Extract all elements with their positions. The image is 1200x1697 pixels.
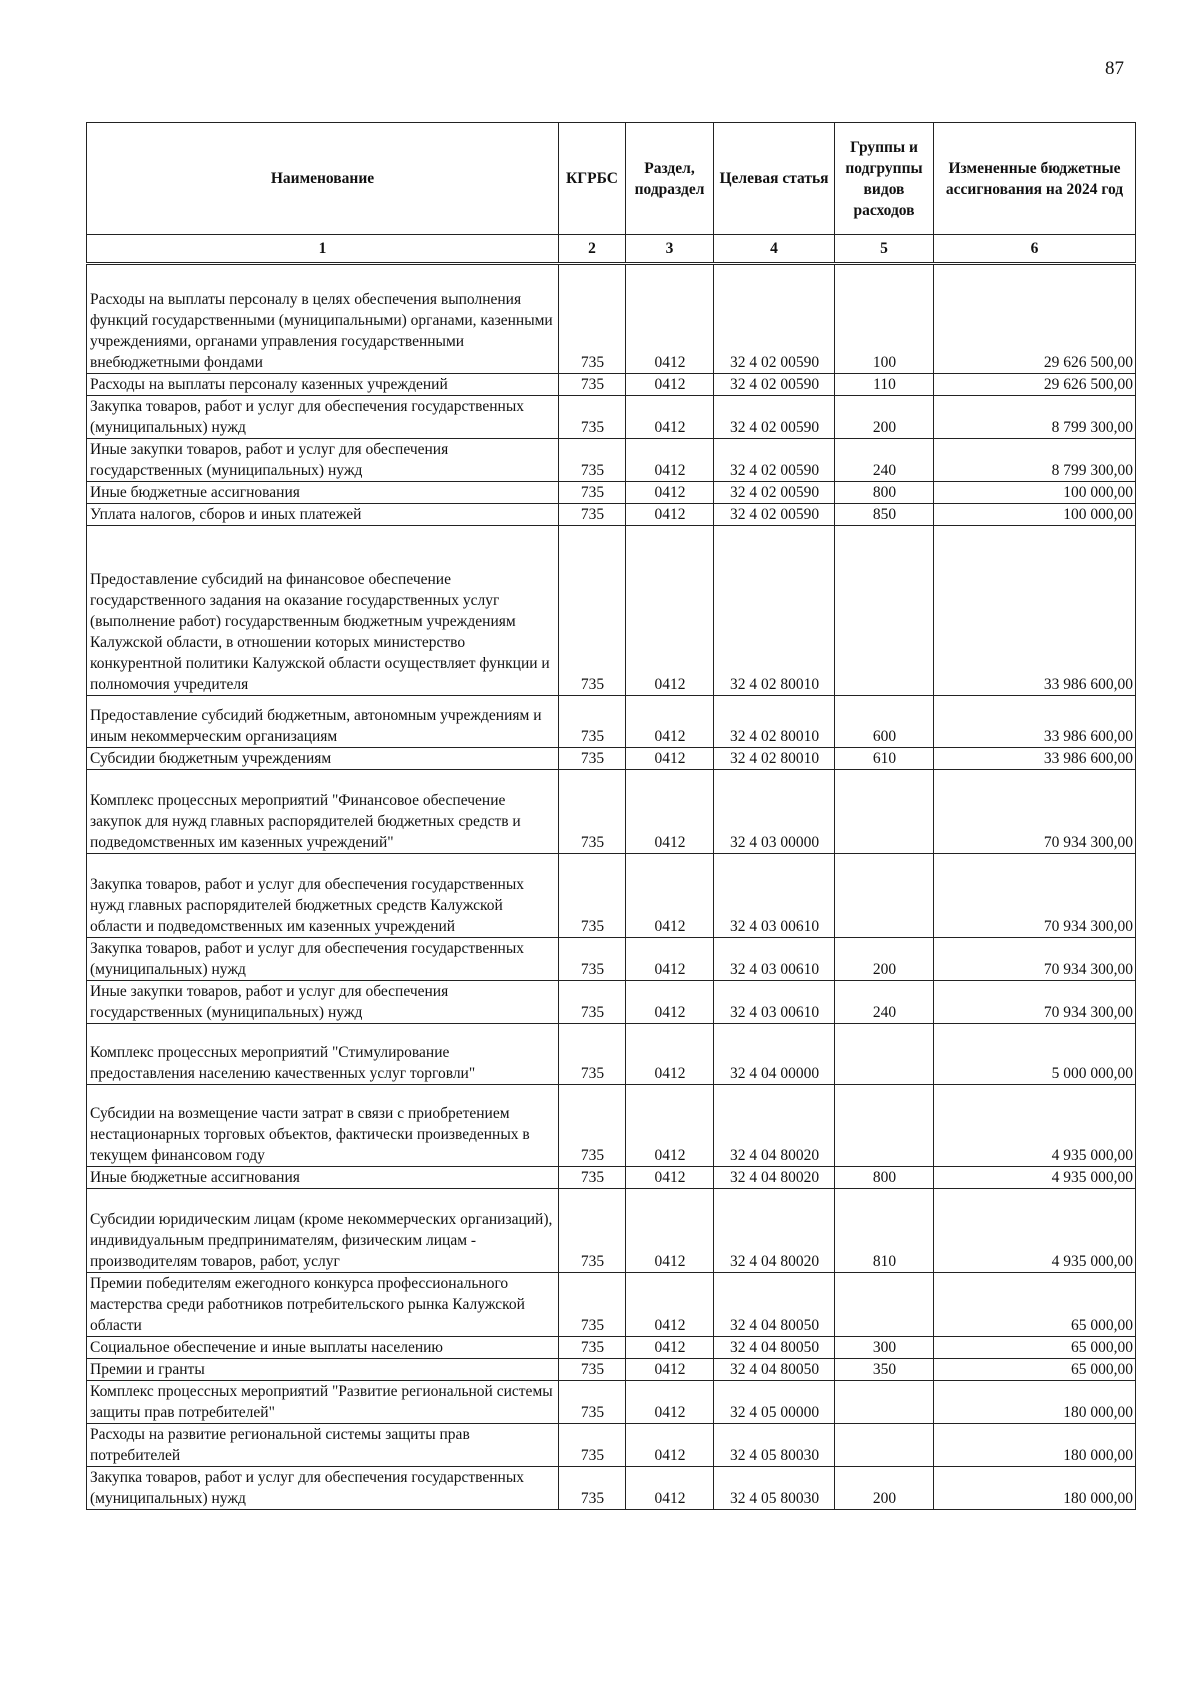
row-group: [835, 1024, 934, 1085]
row-group: 800: [835, 482, 934, 504]
row-target: 32 4 04 80020: [714, 1085, 835, 1167]
row-target: 32 4 02 00590: [714, 482, 835, 504]
row-group: 200: [835, 1467, 934, 1510]
row-razdel: 0412: [626, 1085, 714, 1167]
row-razdel: 0412: [626, 504, 714, 526]
row-target: 32 4 02 80010: [714, 526, 835, 696]
row-razdel: 0412: [626, 1273, 714, 1337]
row-sum: 70 934 300,00: [934, 938, 1136, 981]
row-group: 600: [835, 696, 934, 748]
row-name: Субсидии бюджетным учреждениям: [87, 748, 559, 770]
row-group: [835, 770, 934, 854]
column-number-row: [87, 235, 1136, 264]
row-target: 32 4 03 00610: [714, 854, 835, 938]
row-target: 32 4 02 00590: [714, 439, 835, 482]
row-name: Иные бюджетные ассигнования: [87, 1167, 559, 1189]
row-target: 32 4 04 00000: [714, 1024, 835, 1085]
row-target: 32 4 02 00590: [714, 374, 835, 396]
row-sum: 65 000,00: [934, 1273, 1136, 1337]
row-kgrbs: 735: [559, 1024, 626, 1085]
row-name: Закупка товаров, работ и услуг для обеспечения государственных (муниципальных) нужд: [87, 938, 559, 981]
row-target: 32 4 05 00000: [714, 1381, 835, 1424]
row-razdel: 0412: [626, 748, 714, 770]
row-razdel: 0412: [626, 854, 714, 938]
row-sum: 4 935 000,00: [934, 1167, 1136, 1189]
row-name: Расходы на выплаты персоналу в целях обеспечения выполнения функций государственными (муниципальными) органами, казенными учреждениями, органами управления государственными внебюджетными фондами: [87, 264, 559, 374]
row-target: 32 4 04 80050: [714, 1273, 835, 1337]
table-row: [87, 748, 1136, 770]
row-name: Закупка товаров, работ и услуг для обеспечения государственных (муниципальных) нужд: [87, 396, 559, 439]
row-kgrbs: 735: [559, 526, 626, 696]
row-target: 32 4 05 80030: [714, 1467, 835, 1510]
row-sum: 70 934 300,00: [934, 981, 1136, 1024]
table-row: [87, 1085, 1136, 1167]
row-razdel: 0412: [626, 938, 714, 981]
row-kgrbs: 735: [559, 1359, 626, 1381]
row-razdel: 0412: [626, 1467, 714, 1510]
header-groups: Группы и подгруппы видов расходов: [835, 123, 934, 235]
row-target: 32 4 02 00590: [714, 264, 835, 374]
row-name: Закупка товаров, работ и услуг для обеспечения государственных (муниципальных) нужд: [87, 1467, 559, 1510]
table-row: [87, 1024, 1136, 1085]
row-group: 800: [835, 1167, 934, 1189]
row-sum: 5 000 000,00: [934, 1024, 1136, 1085]
table-row: [87, 264, 1136, 374]
row-kgrbs: 735: [559, 1273, 626, 1337]
page-number: 87: [1105, 58, 1124, 79]
header-target: Целевая статья: [714, 123, 835, 235]
row-target: 32 4 04 80020: [714, 1189, 835, 1273]
row-kgrbs: 735: [559, 1167, 626, 1189]
header-sum: Измененные бюджетные ассигнования на 2024 год: [934, 123, 1136, 235]
row-kgrbs: 735: [559, 264, 626, 374]
row-group: 850: [835, 504, 934, 526]
row-sum: 65 000,00: [934, 1359, 1136, 1381]
row-sum: 100 000,00: [934, 504, 1136, 526]
row-kgrbs: 735: [559, 1085, 626, 1167]
budget-table: [86, 122, 1136, 1510]
row-name: Субсидии на возмещение части затрат в связи с приобретением нестационарных торговых объектов, фактически произведенных в текущем финансовом году: [87, 1085, 559, 1167]
row-kgrbs: 735: [559, 1189, 626, 1273]
row-group: 240: [835, 981, 934, 1024]
row-razdel: 0412: [626, 526, 714, 696]
row-razdel: 0412: [626, 1359, 714, 1381]
row-name: Закупка товаров, работ и услуг для обеспечения государственных нужд главных распорядителей бюджетных средств Калужской области и подведомственных им казенных учреждений: [87, 854, 559, 938]
table-row: [87, 482, 1136, 504]
row-sum: 8 799 300,00: [934, 439, 1136, 482]
row-name: Предоставление субсидий на финансовое обеспечение государственного задания на оказание государственных услуг (выполнение работ) государственным бюджетным учреждениям Калужской области, в отношении которых министерство конкурентной политики Калужской области осуществляет функции и полномочия учредителя: [87, 526, 559, 696]
row-target: 32 4 04 80050: [714, 1359, 835, 1381]
row-name: Иные закупки товаров, работ и услуг для обеспечения государственных (муниципальных) нужд: [87, 981, 559, 1024]
row-kgrbs: 735: [559, 482, 626, 504]
row-group: 100: [835, 264, 934, 374]
row-sum: 33 986 600,00: [934, 696, 1136, 748]
row-name: Социальное обеспечение и иные выплаты населению: [87, 1337, 559, 1359]
row-kgrbs: 735: [559, 770, 626, 854]
table-row: [87, 526, 1136, 696]
column-number: 4: [714, 235, 835, 264]
row-kgrbs: 735: [559, 1424, 626, 1467]
row-razdel: 0412: [626, 696, 714, 748]
row-sum: 33 986 600,00: [934, 526, 1136, 696]
row-name: Расходы на выплаты персоналу казенных учреждений: [87, 374, 559, 396]
row-sum: 180 000,00: [934, 1381, 1136, 1424]
row-sum: 70 934 300,00: [934, 770, 1136, 854]
column-number: 3: [626, 235, 714, 264]
row-kgrbs: 735: [559, 504, 626, 526]
table-row: [87, 1424, 1136, 1467]
row-group: 240: [835, 439, 934, 482]
row-target: 32 4 02 00590: [714, 504, 835, 526]
row-kgrbs: 735: [559, 374, 626, 396]
row-razdel: 0412: [626, 374, 714, 396]
table-row: [87, 770, 1136, 854]
row-target: 32 4 05 80030: [714, 1424, 835, 1467]
row-group: 300: [835, 1337, 934, 1359]
table-row: [87, 1359, 1136, 1381]
header-kgrbs: КГРБС: [559, 123, 626, 235]
row-group: [835, 526, 934, 696]
row-kgrbs: 735: [559, 696, 626, 748]
table-row: [87, 504, 1136, 526]
row-kgrbs: 735: [559, 748, 626, 770]
row-razdel: 0412: [626, 482, 714, 504]
table-row: [87, 1467, 1136, 1510]
row-target: 32 4 02 80010: [714, 696, 835, 748]
row-sum: 33 986 600,00: [934, 748, 1136, 770]
row-name: Комплекс процессных мероприятий "Развитие региональной системы защиты прав потребителей": [87, 1381, 559, 1424]
row-razdel: 0412: [626, 439, 714, 482]
row-target: 32 4 02 80010: [714, 748, 835, 770]
row-kgrbs: 735: [559, 854, 626, 938]
table-row: [87, 396, 1136, 439]
row-group: [835, 1273, 934, 1337]
row-razdel: 0412: [626, 1167, 714, 1189]
table-row: [87, 1273, 1136, 1337]
table-row: [87, 1189, 1136, 1273]
row-target: 32 4 04 80020: [714, 1167, 835, 1189]
row-razdel: 0412: [626, 1337, 714, 1359]
column-number: 1: [87, 235, 559, 264]
row-group: [835, 1381, 934, 1424]
row-sum: 100 000,00: [934, 482, 1136, 504]
row-kgrbs: 735: [559, 439, 626, 482]
row-kgrbs: 735: [559, 1337, 626, 1359]
header-name: Наименование: [87, 123, 559, 235]
row-target: 32 4 04 80050: [714, 1337, 835, 1359]
header-row: [87, 123, 1136, 235]
row-razdel: 0412: [626, 1024, 714, 1085]
table-row: [87, 439, 1136, 482]
table-body: [87, 264, 1136, 1510]
row-group: 110: [835, 374, 934, 396]
row-kgrbs: 735: [559, 938, 626, 981]
row-razdel: 0412: [626, 1424, 714, 1467]
row-group: 200: [835, 938, 934, 981]
row-kgrbs: 735: [559, 981, 626, 1024]
header-razdel: Раздел, подраздел: [626, 123, 714, 235]
column-number: 5: [835, 235, 934, 264]
table-row: [87, 981, 1136, 1024]
row-group: 610: [835, 748, 934, 770]
row-name: Иные бюджетные ассигнования: [87, 482, 559, 504]
row-name: Премии и гранты: [87, 1359, 559, 1381]
row-sum: 29 626 500,00: [934, 374, 1136, 396]
row-name: Субсидии юридическим лицам (кроме некоммерческих организаций), индивидуальным предпринимателям, физическим лицам - производителям товаров, работ, услуг: [87, 1189, 559, 1273]
row-sum: 29 626 500,00: [934, 264, 1136, 374]
row-group: [835, 854, 934, 938]
row-kgrbs: 735: [559, 1381, 626, 1424]
table-row: [87, 1381, 1136, 1424]
row-name: Предоставление субсидий бюджетным, автономным учреждениям и иным некоммерческим организациям: [87, 696, 559, 748]
row-name: Иные закупки товаров, работ и услуг для обеспечения государственных (муниципальных) нужд: [87, 439, 559, 482]
table-row: [87, 374, 1136, 396]
table-row: [87, 1337, 1136, 1359]
row-sum: 8 799 300,00: [934, 396, 1136, 439]
row-kgrbs: 735: [559, 396, 626, 439]
column-number: 6: [934, 235, 1136, 264]
row-group: 810: [835, 1189, 934, 1273]
row-name: Расходы на развитие региональной системы защиты прав потребителей: [87, 1424, 559, 1467]
row-name: Комплекс процессных мероприятий "Финансовое обеспечение закупок для нужд главных распорядителей бюджетных средств и подведомственных им казенных учреждений": [87, 770, 559, 854]
row-sum: 4 935 000,00: [934, 1085, 1136, 1167]
row-razdel: 0412: [626, 1189, 714, 1273]
column-number: 2: [559, 235, 626, 264]
row-name: Уплата налогов, сборов и иных платежей: [87, 504, 559, 526]
row-razdel: 0412: [626, 770, 714, 854]
row-razdel: 0412: [626, 396, 714, 439]
row-sum: 65 000,00: [934, 1337, 1136, 1359]
row-sum: 180 000,00: [934, 1467, 1136, 1510]
row-kgrbs: 735: [559, 1467, 626, 1510]
row-target: 32 4 03 00610: [714, 938, 835, 981]
row-sum: 180 000,00: [934, 1424, 1136, 1467]
table-row: [87, 696, 1136, 748]
row-name: Премии победителям ежегодного конкурса профессионального мастерства среди работников потребительского рынка Калужской области: [87, 1273, 559, 1337]
row-group: [835, 1424, 934, 1467]
row-sum: 4 935 000,00: [934, 1189, 1136, 1273]
row-target: 32 4 03 00610: [714, 981, 835, 1024]
row-sum: 70 934 300,00: [934, 854, 1136, 938]
row-razdel: 0412: [626, 1381, 714, 1424]
table-row: [87, 854, 1136, 938]
row-target: 32 4 02 00590: [714, 396, 835, 439]
row-razdel: 0412: [626, 264, 714, 374]
row-group: 350: [835, 1359, 934, 1381]
table-row: [87, 1167, 1136, 1189]
row-target: 32 4 03 00000: [714, 770, 835, 854]
row-group: 200: [835, 396, 934, 439]
row-razdel: 0412: [626, 981, 714, 1024]
row-name: Комплекс процессных мероприятий "Стимулирование предоставления населению качественных услуг торговли": [87, 1024, 559, 1085]
table-row: [87, 938, 1136, 981]
row-group: [835, 1085, 934, 1167]
